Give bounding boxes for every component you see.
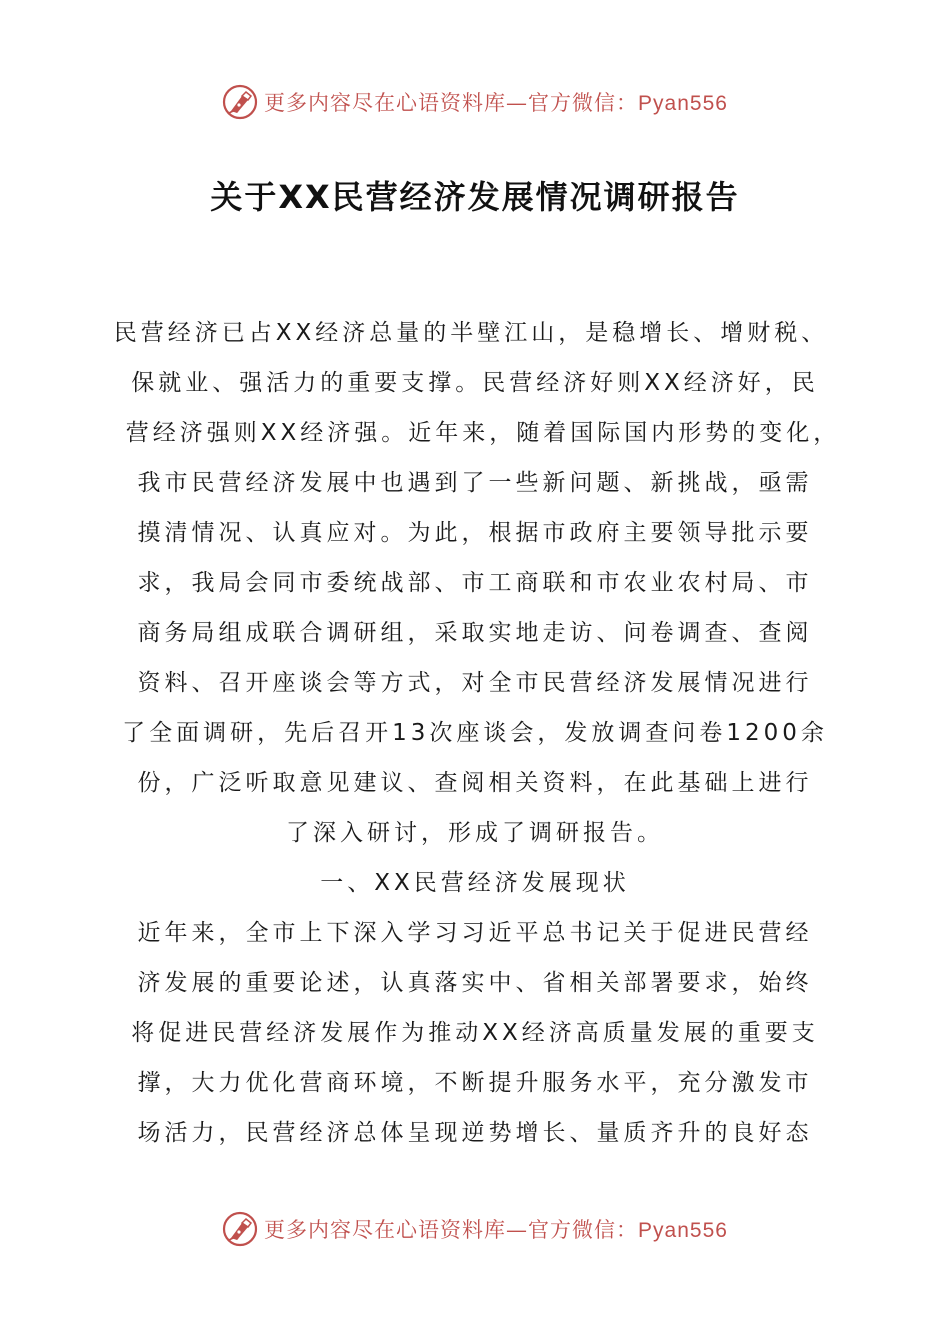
intro-line: 营经济强则XX经济强。近年来，随着国际国内形势的变化，: [125, 420, 841, 446]
intro-line: 求，我局会同市委统战部、市工商联和市农业农村局、市: [137, 570, 813, 596]
intro-line: 资料、召开座谈会等方式，对全市民营经济发展情况进行: [137, 670, 813, 696]
document-title: 关于XX民营经济发展情况调研报告: [210, 178, 740, 216]
section-line: 撑，大力优化营商环境，不断提升服务水平，充分激发市: [137, 1070, 813, 1096]
watermark-label: 更多内容尽在心语资料库—官方微信：: [264, 91, 639, 115]
watermark-handle: Pyan556: [638, 92, 728, 115]
header-watermark-banner: [0, 80, 950, 124]
intro-line: 份，广泛听取意见建议、查阅相关资料，在此基础上进行: [137, 770, 813, 796]
intro-line: 商务局组成联合调研组，采取实地走访、问卷调查、查阅: [137, 620, 813, 646]
section-line: 济发展的重要论述，认真落实中、省相关部署要求，始终: [137, 970, 813, 996]
watermark-text: [264, 1214, 728, 1244]
section-heading: 一、XX民营经济发展现状: [320, 870, 630, 896]
intro-line: 了全面调研，先后召开13次座谈会，发放调查问卷1200余: [122, 720, 828, 746]
intro-line: 我市民营经济发展中也遇到了一些新问题、新挑战，亟需: [137, 470, 813, 496]
watermark-label: 更多内容尽在心语资料库—官方微信：: [264, 1218, 639, 1242]
section-line: 近年来，全市上下深入学习习近平总书记关于促进民营经: [137, 920, 813, 946]
section-line: 场活力，民营经济总体呈现逆势增长、量质齐升的良好态: [137, 1120, 813, 1146]
watermark-handle: Pyan556: [638, 1219, 728, 1242]
pen-nib-logo-icon: [222, 1211, 258, 1247]
footer-watermark-banner: [0, 1207, 950, 1251]
watermark-text: [264, 87, 728, 117]
section-line: 将促进民营经济发展作为推动XX经济高质量发展的重要支: [131, 1020, 819, 1046]
intro-line: 保就业、强活力的重要支撑。民营经济好则XX经济好，民: [131, 370, 819, 396]
intro-line: 了深入研讨，形成了调研报告。: [286, 820, 664, 846]
intro-line: 民营经济已占XX经济总量的半壁江山，是稳增长、增财税、: [113, 320, 829, 346]
intro-line: 摸清情况、认真应对。为此，根据市政府主要领导批示要: [137, 520, 813, 546]
pen-nib-logo-icon: [222, 84, 258, 120]
